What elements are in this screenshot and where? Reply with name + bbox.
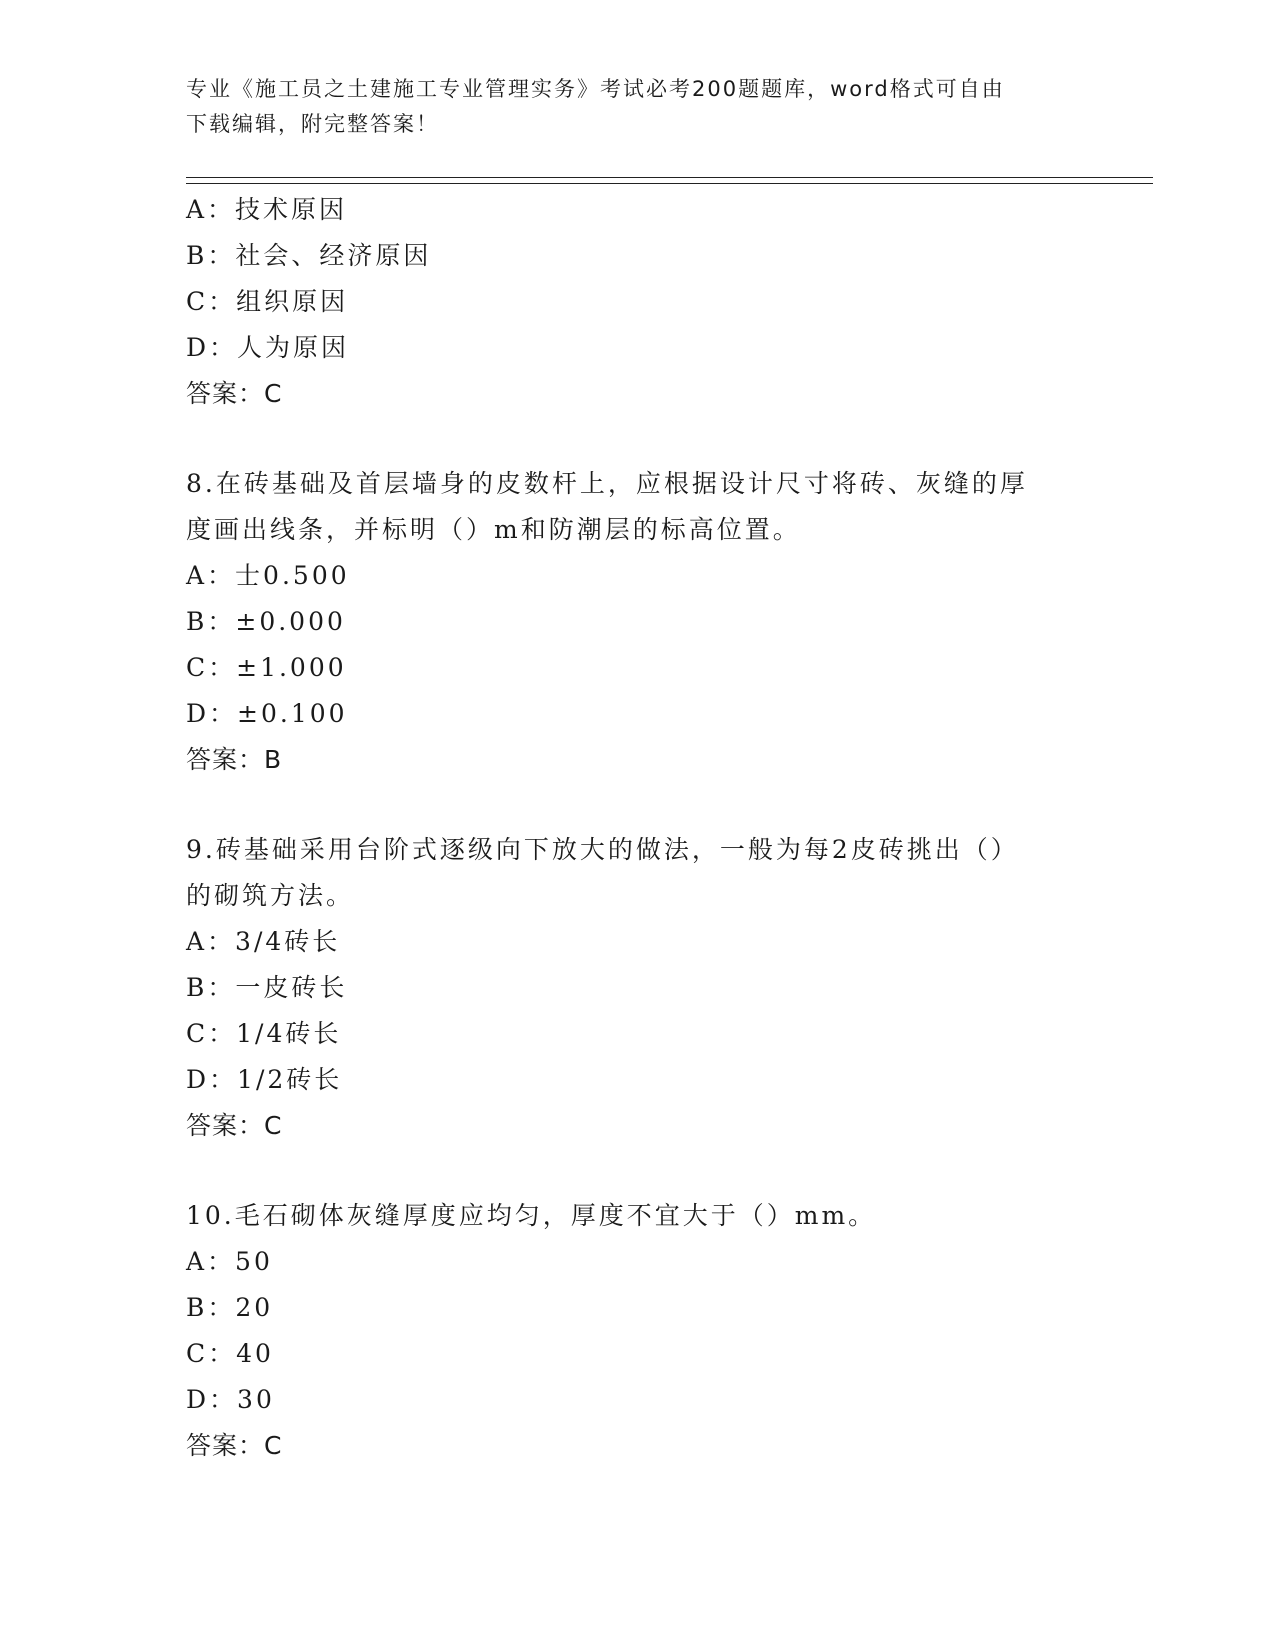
answer: 答案：B	[186, 745, 283, 774]
option-a: A：士0.500	[186, 561, 350, 590]
answer: 答案：C	[186, 1431, 283, 1460]
question-8	[186, 461, 1086, 783]
option-c: C：1/4砖长	[186, 1019, 342, 1048]
answer: 答案：C	[186, 1111, 283, 1140]
option-a: A：50	[186, 1247, 273, 1276]
option-d: D：30	[186, 1385, 275, 1414]
option-b: B：±0.000	[186, 607, 346, 636]
question-stem-line-1: 8.在砖基础及首层墙身的皮数杆上，应根据设计尺寸将砖、灰缝的厚	[186, 469, 1028, 498]
option-c: C：±1.000	[186, 653, 347, 682]
question-9	[186, 827, 1086, 1149]
question-list	[186, 187, 1086, 1469]
header-divider-top	[186, 177, 1153, 178]
question-stem-line-1: 9.砖基础采用台阶式逐级向下放大的做法，一般为每2皮砖挑出（）	[186, 835, 1019, 864]
option-d: D：人为原因	[186, 333, 350, 362]
question-stem-line-1: 10.毛石砌体灰缝厚度应均匀，厚度不宜大于（）mm。	[186, 1201, 877, 1230]
question-7	[186, 187, 1086, 417]
option-b: B：20	[186, 1293, 274, 1322]
question-stem-line-2: 的砌筑方法。	[186, 881, 355, 910]
option-d: D：1/2砖长	[186, 1065, 343, 1094]
document-header	[186, 72, 1086, 142]
header-line-1: 专业《施工员之土建施工专业管理实务》考试必考200题题库，word格式可自由	[186, 77, 1005, 101]
answer: 答案：C	[186, 379, 283, 408]
option-b: B：一皮砖长	[186, 973, 348, 1002]
option-d: D：±0.100	[186, 699, 348, 728]
header-line-2: 下载编辑，附完整答案！	[186, 112, 439, 136]
header-divider-bottom	[186, 183, 1153, 184]
option-c: C：组织原因	[186, 287, 349, 316]
option-c: C：40	[186, 1339, 274, 1368]
question-stem-line-2: 度画出线条，并标明（）m和防潮层的标高位置。	[186, 515, 801, 544]
question-10	[186, 1193, 1086, 1469]
option-b: B：社会、经济原因	[186, 241, 432, 270]
option-a: A：技术原因	[186, 195, 348, 224]
option-a: A：3/4砖长	[186, 927, 341, 956]
